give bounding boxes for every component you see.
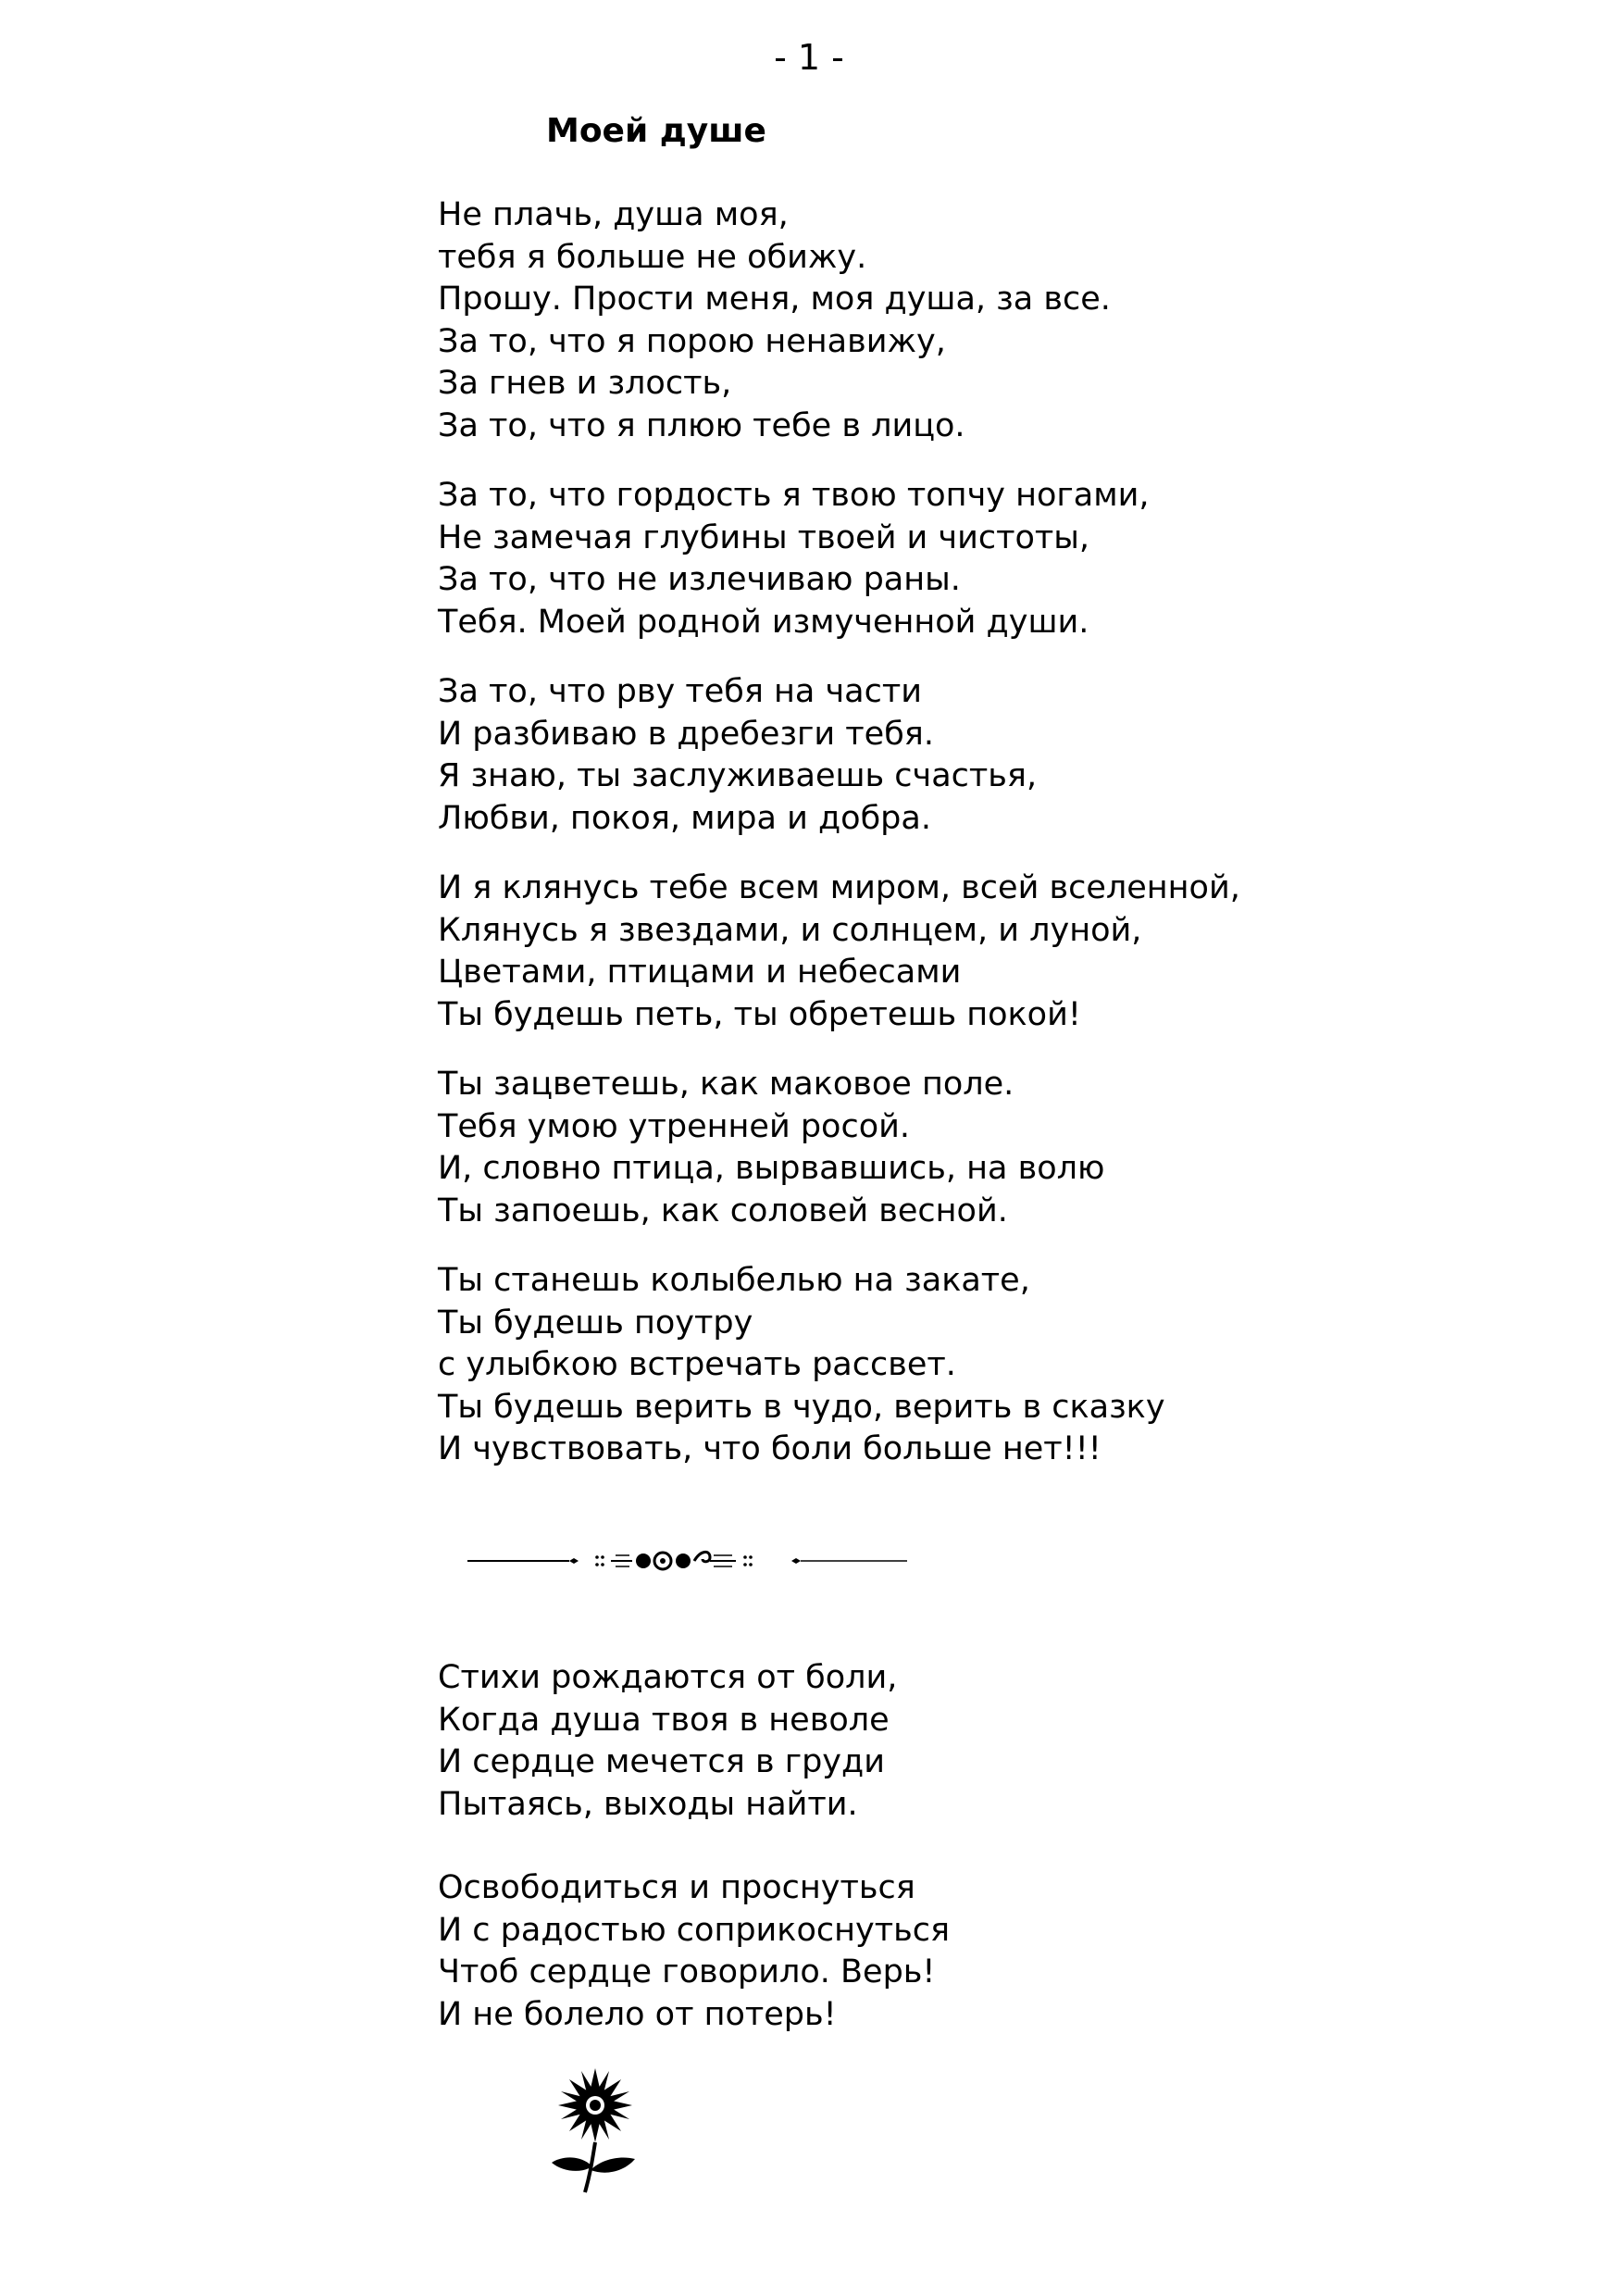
poem-line: И я клянусь тебе всем миром, всей вселенной, <box>438 869 1240 906</box>
poem-line: Пытаясь, выходы найти. <box>438 1785 858 1823</box>
poem-line: Прошу. Прости меня, моя душа, за все. <box>438 281 1111 318</box>
stanza <box>438 1260 1549 1471</box>
poem-second <box>438 1657 1549 2078</box>
page-number: - 1 - <box>774 37 844 78</box>
poem-line: И чувствовать, что боли больше нет!!! <box>438 1430 1101 1467</box>
poem-line: Не плачь, душа моя, <box>438 196 789 233</box>
poem-line: Тебя. Моей родной измученной души. <box>438 603 1089 641</box>
poem-line: Любви, покоя, мира и добра. <box>438 799 931 837</box>
poem-line: И сердце мечется в груди <box>438 1743 885 1780</box>
poem-line: За то, что не излечиваю раны. <box>438 561 961 598</box>
poem-line: И не болело от потерь! <box>438 1995 837 2033</box>
stanza <box>438 1657 1549 1826</box>
poem-line: И, словно птица, вырвавшись, на волю <box>438 1150 1105 1187</box>
flower-icon <box>544 2066 646 2196</box>
stanza <box>438 194 1549 447</box>
poem-line: За то, что я порою ненавижу, <box>438 322 946 360</box>
poem-line: Освободиться и проснуться <box>438 1869 915 1906</box>
poem-line: Чтоб сердце говорило. Верь! <box>438 1953 936 1990</box>
poem-first <box>438 194 1549 1499</box>
poem-line: Ты будешь петь, ты обретешь покой! <box>438 995 1081 1033</box>
stanza <box>438 867 1549 1036</box>
poem-line: Ты станешь колыбелью на закате, <box>438 1262 1030 1299</box>
stanza <box>438 1867 1549 2036</box>
poem-line: Когда душа твоя в неволе <box>438 1701 890 1739</box>
stanza <box>438 1064 1549 1232</box>
poem-line: И с радостью соприкоснуться <box>438 1911 951 1949</box>
poem-line: За то, что гордость я твою топчу ногами, <box>438 477 1150 514</box>
poem-line: с улыбкою встречать рассвет. <box>438 1346 956 1383</box>
poem-line: Не замечая глубины твоей и чистоты, <box>438 518 1090 556</box>
poem-line: Ты будешь верить в чудо, верить в сказку <box>438 1388 1165 1426</box>
poem-line: Стихи рождаются от боли, <box>438 1659 898 1696</box>
stanza <box>438 475 1549 643</box>
poem-line: тебя я больше не обижу. <box>438 238 867 276</box>
poem-line: Клянусь я звездами, и солнцем, и луной, <box>438 911 1142 949</box>
ornamental-divider-icon <box>467 1542 907 1579</box>
poem-title: Моей душе <box>546 112 766 150</box>
poem-line: Я знаю, ты заслуживаешь счастья, <box>438 757 1038 794</box>
stanza <box>438 671 1549 840</box>
poem-line: За то, что я плюю тебе в лицо. <box>438 406 965 444</box>
poem-line: И разбиваю в дребезги тебя. <box>438 715 934 753</box>
poem-line: За то, что рву тебя на части <box>438 673 923 710</box>
poem-line: Цветами, птицами и небесами <box>438 954 962 991</box>
poem-line: За гнев и злость, <box>438 365 732 402</box>
poem-line: Ты зацветешь, как маковое поле. <box>438 1066 1014 1103</box>
poem-line: Ты запоешь, как соловей весной. <box>438 1192 1008 1229</box>
poem-line: Ты будешь поутру <box>438 1304 753 1341</box>
poem-line: Тебя умою утренней росой. <box>438 1107 910 1145</box>
